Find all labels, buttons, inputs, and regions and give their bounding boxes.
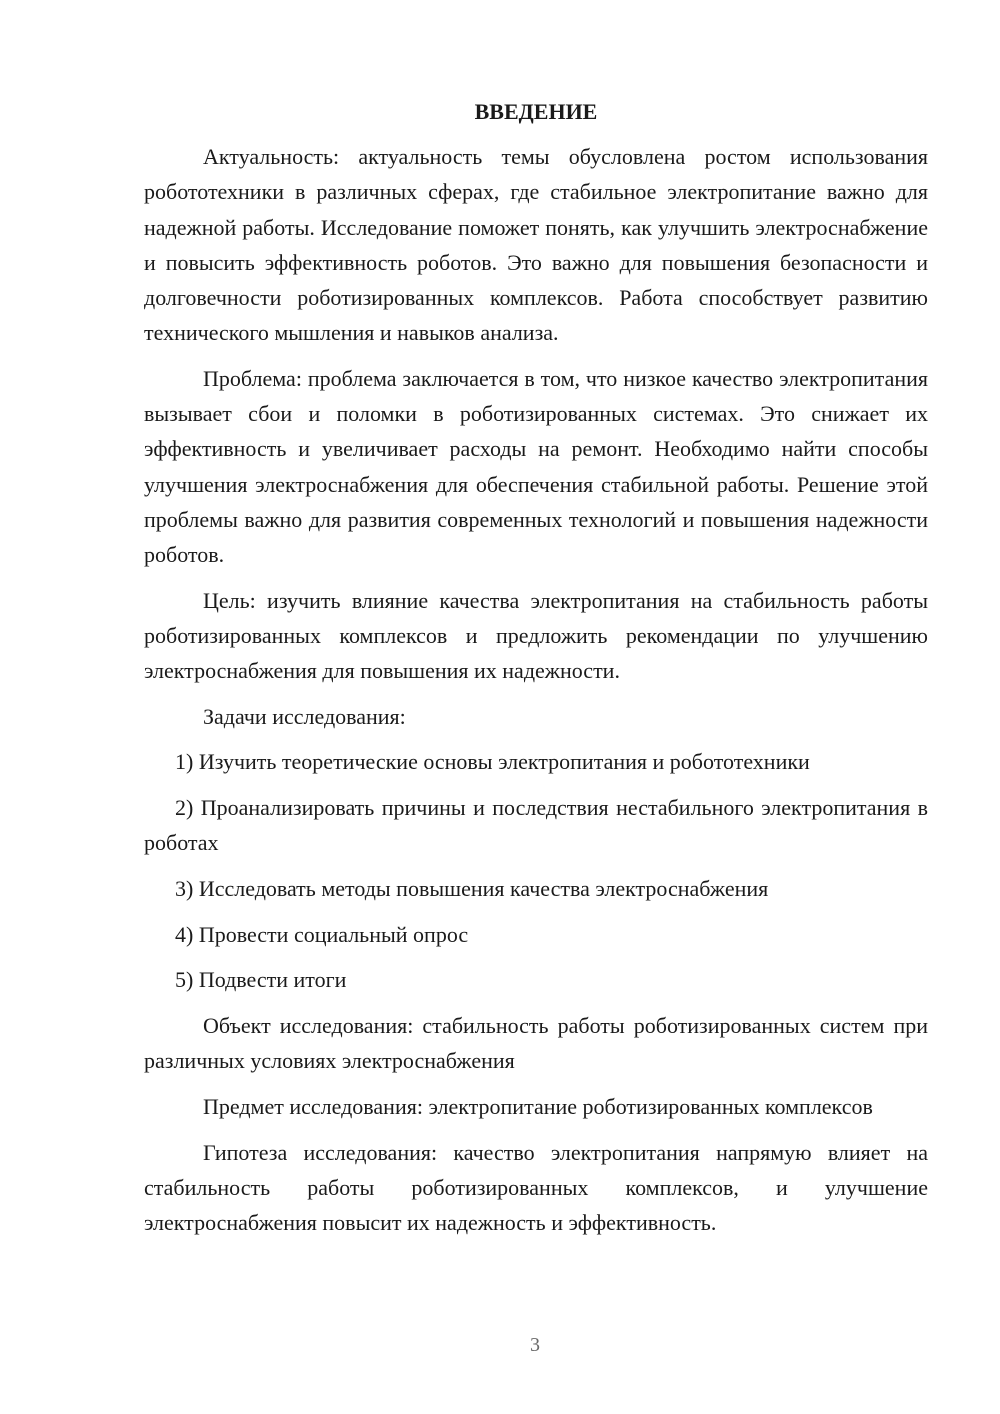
task-item-1: 1) Изучить теоретические основы электропитания и робототехники xyxy=(175,749,810,775)
page-title: ВВЕДЕНИЕ xyxy=(474,99,598,124)
task-item-2: 2) Проанализировать причины и последствия нестабильного электропитания в роботах xyxy=(144,795,928,856)
task-item-3: 3) Исследовать методы повышения качества электроснабжения xyxy=(175,876,769,902)
page-number: 3 xyxy=(530,1334,540,1356)
relevance-paragraph: Актуальность: актуальность темы обусловлена ростом использования робототехники в различных сферах, где стабильное электропитание важно для надежной работы. Исследование поможет понять, как улучшить электроснабжение и повысить эффективность роботов. Это важно для повышения безопасности и долговечности роботизированных комплексов. Работа способствует развитию технического мышления и навыков анализа. xyxy=(144,144,928,346)
problem-paragraph: Проблема: проблема заключается в том, что низкое качество электропитания вызывает сбои и поломки в роботизированных системах. Это снижает их эффективность и увеличивает расходы на ремонт. Необходимо найти способы улучшения электроснабжения для обеспечения стабильной работы. Решение этой проблемы важно для развития современных технологий и повышения надежности роботов. xyxy=(144,365,928,567)
hypothesis-paragraph: Гипотеза исследования: качество электропитания напрямую влияет на стабильность работы роботизированных комплексов, и улучшение электроснабжения повысит их надежность и эффективность. xyxy=(144,1139,928,1236)
goal-paragraph: Цель: изучить влияние качества электропитания на стабильность работы роботизированных комплексов и предложить рекомендации по улучшению электроснабжения для повышения их надежности. xyxy=(144,587,928,684)
subject-paragraph: Предмет исследования: электропитание роботизированных комплексов xyxy=(203,1094,873,1120)
object-paragraph: Объект исследования: стабильность работы роботизированных систем при различных условиях электроснабжения xyxy=(144,1013,928,1074)
page-content xyxy=(144,94,928,1251)
task-item-4: 4) Провести социальный опрос xyxy=(175,921,469,947)
task-item-5: 5) Подвести итоги xyxy=(175,967,347,993)
tasks-heading: Задачи исследования: xyxy=(203,703,406,729)
